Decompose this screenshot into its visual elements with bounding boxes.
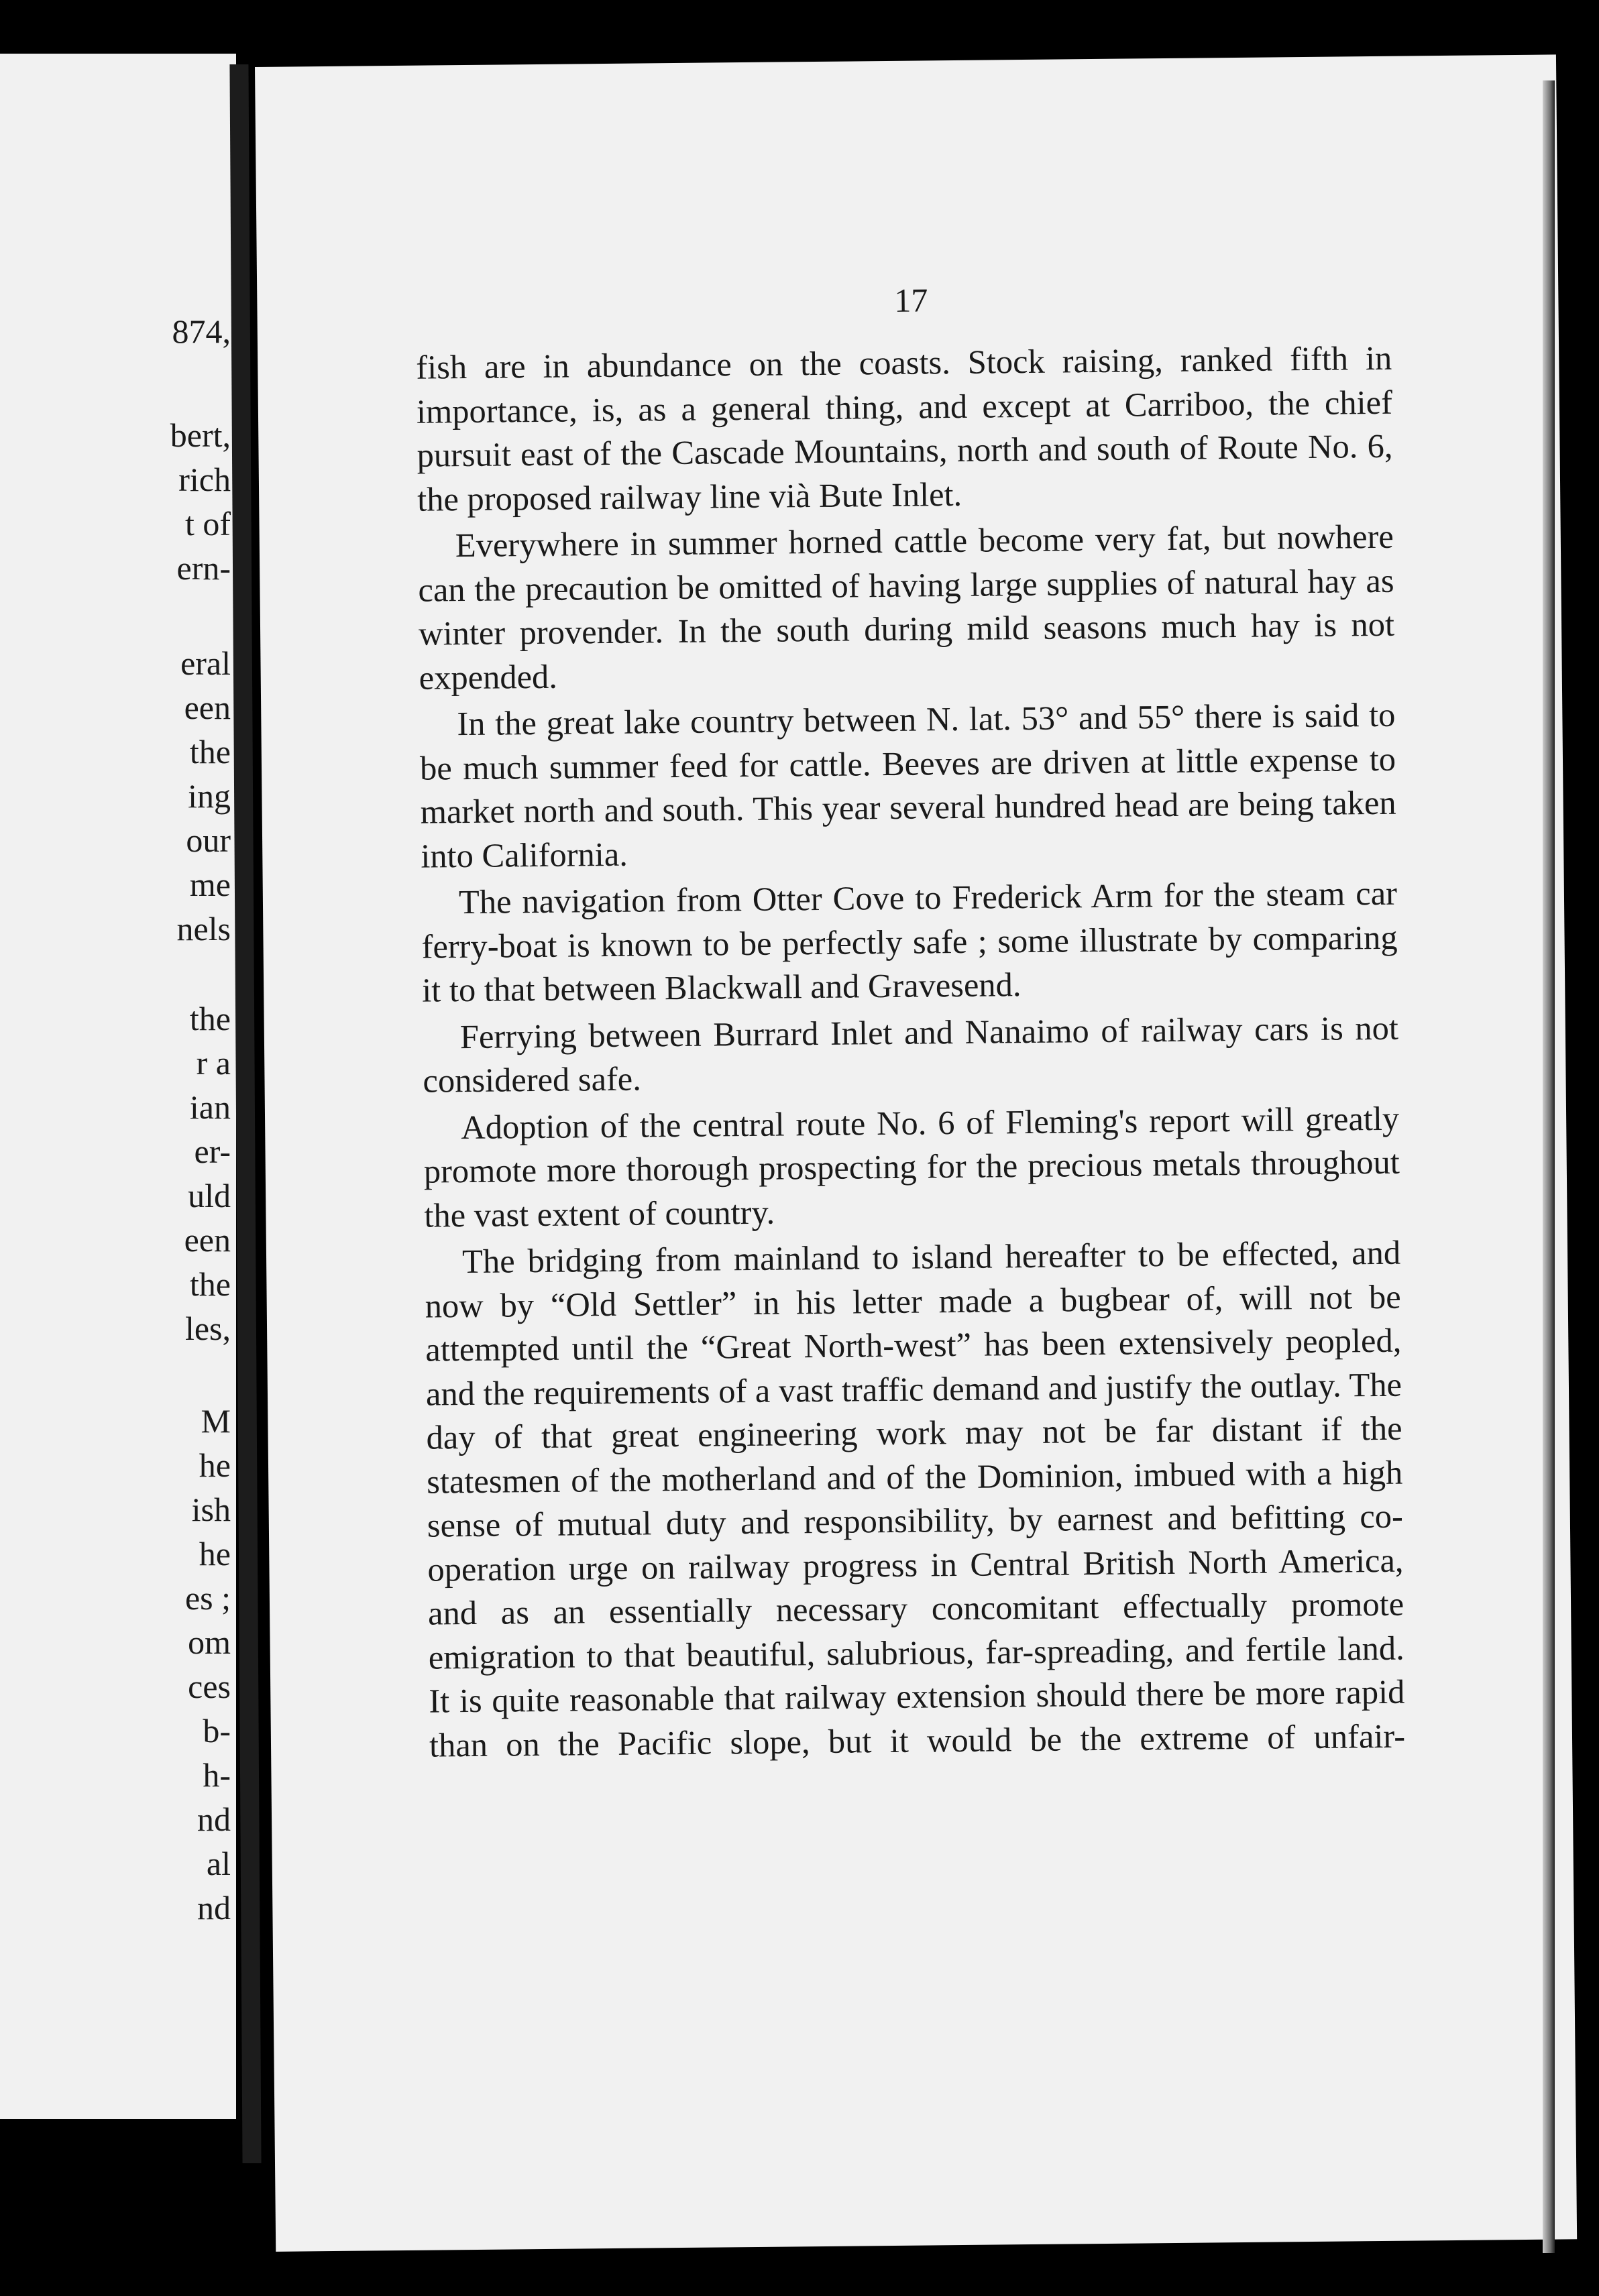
left-page-fragment: me (189, 866, 231, 903)
left-page-fragment: er- (194, 1133, 231, 1170)
left-page-fragment: les, (184, 1310, 231, 1347)
left-page-fragment: om (188, 1623, 231, 1661)
left-page-fragment: nels (176, 910, 231, 948)
left-page-fragment: ces (188, 1668, 231, 1705)
paragraph: Adoption of the central route No. 6 of Fleming's report will greatly promote more thorough prospecting for the precious metals throughout the vast extent of country. (423, 1099, 1400, 1235)
left-page-fragment: nd (197, 1889, 231, 1927)
left-page-fragment: M (201, 1402, 231, 1440)
left-page-fragment: ing (188, 777, 231, 815)
left-page-fragment: nd (197, 1800, 231, 1838)
left-page-fragment: b- (203, 1712, 231, 1749)
paragraph: The bridging from mainland to island hereafter to be effected, and now by “Old Settler” in his letter made a bugbear of, will not be attempted until the “Great North-west” has been extensively peopled, and the requirements of a vast traffic demand and justify the outlay. The day of that great engineering work may not be far distant if the statesmen of the motherland and of the Dominion, imbued with a high sense of mutual duty and responsibility, by earnest and befitting co-operation urge on railway progress in Central British North America, and as an essentially necessary concomitant effectually promote emigration to that beautiful, salubrious, far-spreading, and fertile land. It is quite reasonable that railway extension should there be more rapid than on the Pacific slope, but it would be the extreme of unfair- (425, 1233, 1406, 1764)
left-page-fragment: een (184, 1221, 231, 1259)
left-page-fragment: rich (178, 461, 231, 498)
left-page-fragment: eral (180, 644, 231, 682)
left-page-fragment: bert, (170, 416, 231, 454)
left-page-fragment: ian (189, 1088, 231, 1126)
left-page-fragment: h- (203, 1756, 231, 1794)
left-page-fragment: 874, (172, 312, 231, 350)
left-page-fragment: al (206, 1845, 231, 1882)
paragraph: Everywhere in summer horned cattle become very fat, but nowhere can the precaution be omitted of having large supplies of natural hay as winter provender. In the south during mild seasons much hay is not expended. (418, 517, 1395, 697)
right-page (255, 54, 1577, 2251)
left-page-edge (0, 54, 236, 2119)
left-page-fragment: he (199, 1446, 231, 1484)
paragraph: In the great lake country between N. lat. 53° and 55° there is said to be much summer feed for cattle. Beeves are driven at little expense to market north and south. This year several hundred head are being taken into California. (419, 695, 1396, 875)
left-page-fragment: our (186, 821, 231, 859)
left-page-fragment: ern- (176, 549, 231, 587)
left-page-fragment: the (189, 1265, 231, 1303)
left-page-fragment: r a (196, 1044, 231, 1082)
left-page-fragment: es ; (184, 1579, 231, 1617)
page-edge-shadow (1543, 80, 1555, 2253)
left-page-fragment: een (184, 689, 231, 726)
left-page-fragment: ish (191, 1491, 231, 1528)
left-page-fragment: t of (184, 505, 231, 542)
paragraph: fish are in abundance on the coasts. Stock raising, ranked fifth in importance, is, as a general thing, and except at Carriboo, the chief pursuit east of the Cascade Mountains, north and south of Route No. 6, the proposed railway line vià Bute Inlet. (416, 339, 1393, 518)
left-page-fragment: uld (188, 1177, 231, 1214)
left-page-fragment: the (189, 733, 231, 770)
left-page-fragment: he (199, 1535, 231, 1572)
left-page-fragment: the (189, 1000, 231, 1037)
paragraph: Ferrying between Burrard Inlet and Nanaimo of railway cars is not considered safe. (423, 1009, 1399, 1100)
page-number: 17 (894, 281, 928, 319)
body-text (416, 337, 1405, 1770)
paragraph: The navigation from Otter Cove to Frederick Arm for the steam car ferry-boat is known to be perfectly safe ; some illustrate by comparing it to that between Blackwall and Gravesend. (421, 874, 1398, 1009)
